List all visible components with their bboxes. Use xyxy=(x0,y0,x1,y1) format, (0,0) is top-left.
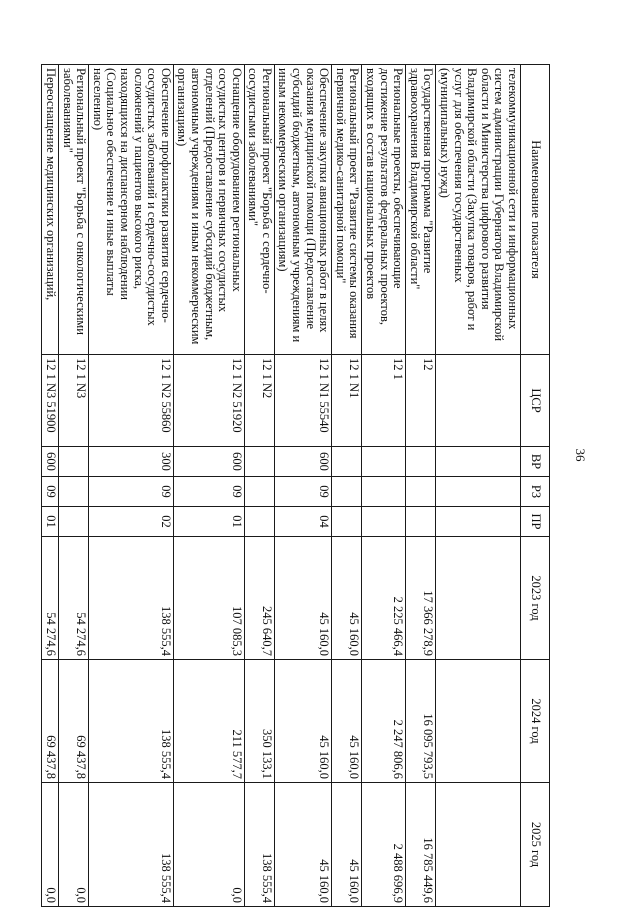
cell-2023: 245 640,7 xyxy=(244,537,274,660)
cell-2023: 54 274,6 xyxy=(59,537,89,660)
cell-vr xyxy=(59,447,89,477)
cell-pr xyxy=(406,507,436,537)
table-row xyxy=(89,65,174,907)
cell-rz xyxy=(59,477,89,507)
table-row xyxy=(436,65,521,907)
cell-rz xyxy=(244,477,274,507)
cell-csr: 12 1 N3 51900 xyxy=(42,355,59,447)
cell-2025 xyxy=(436,783,521,907)
table-row xyxy=(332,65,362,907)
cell-name: Региональный проект "Борьба с онкологическими заболеваниями" xyxy=(59,65,89,355)
cell-csr: 12 1 N1 xyxy=(332,355,362,447)
cell-rz xyxy=(362,477,406,507)
cell-vr: 600 xyxy=(274,447,331,477)
cell-name: Обеспечение закупки авиационных работ в целях оказания медицинской помощи (Предоставление субсидий бюджетным, автономным учреждениям и иным некоммерческим организациям) xyxy=(274,65,331,355)
header-2025: 2025 год xyxy=(521,783,550,907)
cell-pr xyxy=(59,507,89,537)
cell-rz xyxy=(436,477,521,507)
cell-vr xyxy=(244,447,274,477)
cell-2025: 45 160,0 xyxy=(274,783,331,907)
header-rz: РЗ xyxy=(521,477,550,507)
cell-rz: 09 xyxy=(173,477,244,507)
cell-2025: 16 785 449,6 xyxy=(406,783,436,907)
cell-2023: 2 225 466,4 xyxy=(362,537,406,660)
header-name: Наименование показателя xyxy=(521,65,550,355)
cell-2025: 0,0 xyxy=(173,783,244,907)
cell-csr: 12 1 N2 51920 xyxy=(173,355,244,447)
cell-name: Переоснащение медицинских организаций, xyxy=(42,65,59,355)
cell-2025: 0,0 xyxy=(42,783,59,907)
cell-2023: 54 274,6 xyxy=(42,537,59,660)
cell-2023: 138 555,4 xyxy=(89,537,174,660)
cell-pr xyxy=(332,507,362,537)
cell-2025: 2 488 696,9 xyxy=(362,783,406,907)
cell-2024: 2 247 806,6 xyxy=(362,660,406,783)
cell-rz: 09 xyxy=(42,477,59,507)
cell-2024: 45 160,0 xyxy=(332,660,362,783)
cell-name: Государственная программа "Развитие здравоохранения Владимирской области" xyxy=(406,65,436,355)
cell-2024: 69 437,8 xyxy=(59,660,89,783)
cell-pr xyxy=(244,507,274,537)
cell-name: телекоммуникационной сети и информационных систем администрации Губернатора Владимирской области и Министерства цифрового развития Владимирской области (Закупка товаров, работ и услуг для обеспечения государственных (муниципальных) нужд) xyxy=(436,65,521,355)
page-number: 36 xyxy=(573,448,588,462)
cell-2025: 138 555,4 xyxy=(89,783,174,907)
cell-csr: 12 1 N2 xyxy=(244,355,274,447)
cell-2023: 17 366 278,9 xyxy=(406,537,436,660)
cell-vr: 600 xyxy=(42,447,59,477)
table-row xyxy=(362,65,406,907)
cell-2025: 45 160,0 xyxy=(332,783,362,907)
cell-pr: 01 xyxy=(42,507,59,537)
table-row xyxy=(406,65,436,907)
cell-2025: 0,0 xyxy=(59,783,89,907)
cell-vr xyxy=(332,447,362,477)
cell-rz xyxy=(332,477,362,507)
header-2024: 2024 год xyxy=(521,660,550,783)
cell-name: Обеспечение профилактики развития сердечно-сосудистых заболеваний и сердечно-сосудистых осложнений у пациентов высокого риска, находящихся на диспансерном наблюдении (Социальное обеспечение и иные выплаты населению) xyxy=(89,65,174,355)
cell-2023: 45 160,0 xyxy=(332,537,362,660)
table-row xyxy=(42,65,59,907)
cell-csr xyxy=(436,355,521,447)
cell-vr: 300 xyxy=(89,447,174,477)
cell-rz xyxy=(406,477,436,507)
cell-csr: 12 xyxy=(406,355,436,447)
cell-2025: 138 555,4 xyxy=(244,783,274,907)
cell-pr: 01 xyxy=(173,507,244,537)
table-header-row xyxy=(521,65,550,907)
cell-vr xyxy=(406,447,436,477)
cell-2024: 16 095 793,5 xyxy=(406,660,436,783)
cell-2023: 45 160,0 xyxy=(274,537,331,660)
cell-name: Региональный проект "Развитие системы оказания первичной медико-санитарной помощи" xyxy=(332,65,362,355)
table-row xyxy=(173,65,244,907)
header-2023: 2023 год xyxy=(521,537,550,660)
cell-csr: 12 1 N1 55540 xyxy=(274,355,331,447)
header-vr: ВР xyxy=(521,447,550,477)
cell-2023 xyxy=(436,537,521,660)
cell-csr: 12 1 N3 xyxy=(59,355,89,447)
cell-2023: 107 085,3 xyxy=(173,537,244,660)
cell-vr xyxy=(436,447,521,477)
table-row xyxy=(59,65,89,907)
table-row xyxy=(244,65,274,907)
cell-name: Оснащение оборудованием региональных сосудистых центров и первичных сосудистых отделений (Предоставление субсидий бюджетным, автономным учреждениям и иным некоммерческим организациям) xyxy=(173,65,244,355)
header-pr: ПР xyxy=(521,507,550,537)
cell-pr: 04 xyxy=(274,507,331,537)
cell-2024: 69 437,8 xyxy=(42,660,59,783)
cell-csr: 12 1 xyxy=(362,355,406,447)
header-csr: ЦСР xyxy=(521,355,550,447)
cell-pr xyxy=(362,507,406,537)
budget-table xyxy=(41,64,550,907)
cell-name: Региональный проект "Борьба с сердечно-сосудистыми заболеваниями" xyxy=(244,65,274,355)
cell-pr xyxy=(436,507,521,537)
cell-csr: 12 1 N2 55860 xyxy=(89,355,174,447)
cell-pr: 02 xyxy=(89,507,174,537)
cell-vr: 600 xyxy=(173,447,244,477)
rotated-sheet xyxy=(13,64,550,906)
cell-2024 xyxy=(436,660,521,783)
cell-2024: 45 160,0 xyxy=(274,660,331,783)
table-body xyxy=(42,65,521,907)
cell-2024: 138 555,4 xyxy=(89,660,174,783)
cell-vr xyxy=(362,447,406,477)
cell-name: Региональные проекты, обеспечивающие достижение результатов федеральных проектов, входящих в состав национальных проектов xyxy=(362,65,406,355)
table-row xyxy=(274,65,331,907)
cell-2024: 350 133,1 xyxy=(244,660,274,783)
cell-rz: 09 xyxy=(274,477,331,507)
cell-2024: 211 577,7 xyxy=(173,660,244,783)
cell-rz: 09 xyxy=(89,477,174,507)
